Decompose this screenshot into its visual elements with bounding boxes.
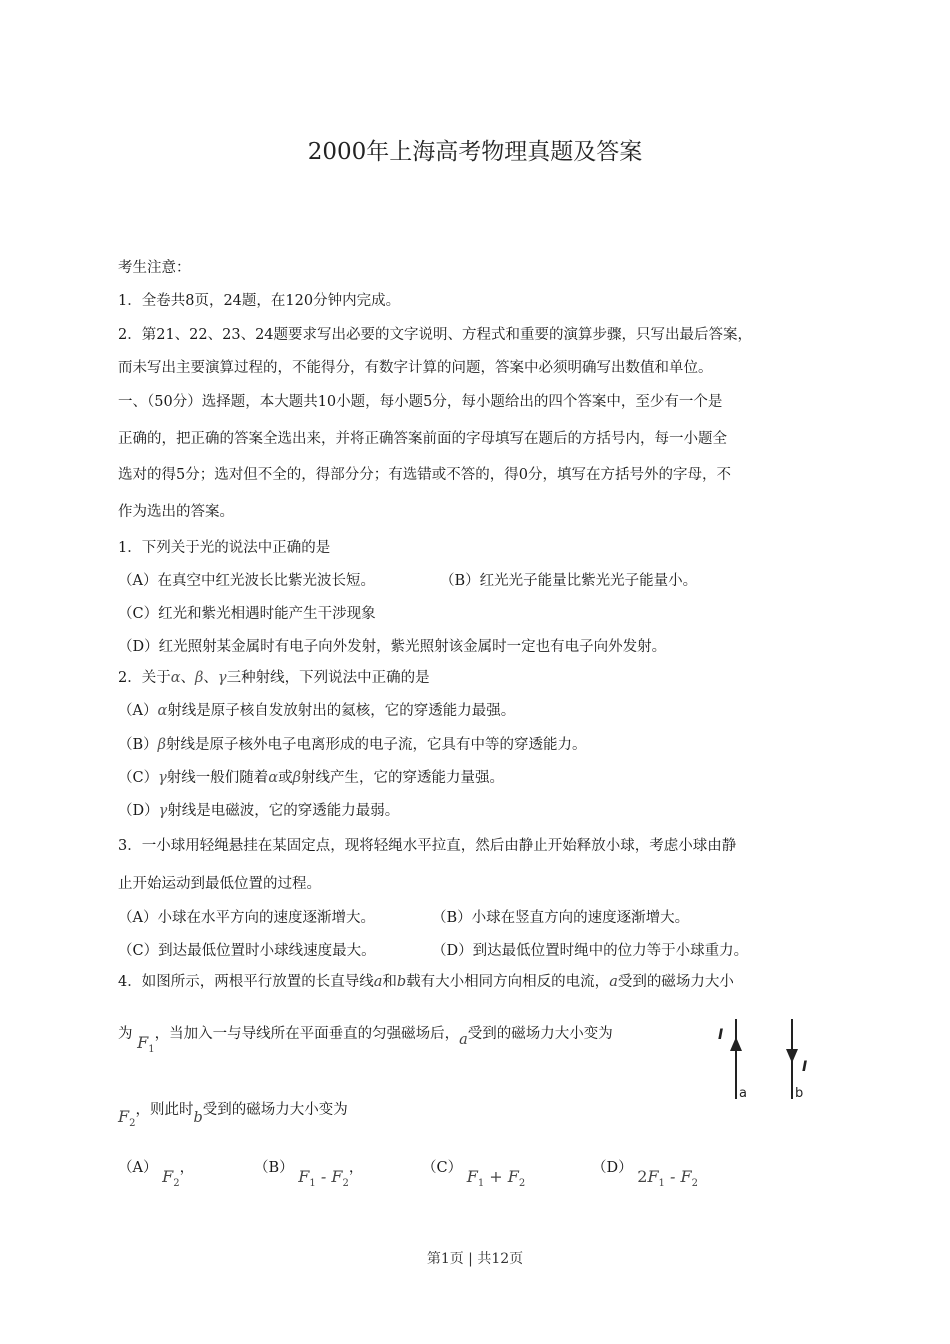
wire-b-var: b bbox=[193, 1110, 203, 1126]
q2-option-a-label: （A） bbox=[118, 703, 158, 719]
subscript: 1 bbox=[658, 1178, 665, 1190]
subscript: 2 bbox=[518, 1178, 526, 1190]
notice-heading: 考生注意： bbox=[118, 260, 191, 276]
q4-stem-1-pre: 4．如图所示，两根平行放置的长直导线 bbox=[118, 974, 374, 990]
q4-stem-1-post: 受到的磁场力大小 bbox=[617, 974, 734, 990]
q2-option-c-label: （C） bbox=[118, 770, 159, 786]
wire-b-arrow bbox=[786, 1049, 798, 1063]
wire-b-var: b bbox=[396, 974, 407, 990]
wire-a-arrow bbox=[730, 1037, 742, 1051]
q1-option-d: （D）红光照射某金属时有电子向外发射，紫光照射该金属时一定也有电子向外发射。 bbox=[118, 639, 667, 655]
q3-stem-line-2: 止开始运动到最低位置的过程。 bbox=[118, 876, 321, 892]
q2-sep-2: 、 bbox=[203, 670, 218, 686]
notice-item-2-line-2: 而未写出主要演算过程的，不能得分，有数字计算的问题，答案中必须明确写出数值和单位。 bbox=[118, 360, 713, 376]
force-symbol: F bbox=[331, 1167, 343, 1186]
q2-option-d-label: （D） bbox=[118, 803, 159, 819]
alpha-symbol: α bbox=[157, 703, 168, 719]
force-symbol: F bbox=[466, 1167, 478, 1186]
q4-option-c bbox=[422, 1156, 526, 1190]
minus-sign: - bbox=[315, 1167, 332, 1186]
q4-comma: ， bbox=[348, 1160, 364, 1176]
subscript: 1 bbox=[477, 1178, 485, 1190]
q4-stem-2-mid: ，当加入一与导线所在平面垂直的匀强磁场后， bbox=[154, 1026, 460, 1042]
q4-option-a bbox=[118, 1156, 195, 1190]
q2-option-c-text-3: 射线产生，它的穿透能力量强。 bbox=[300, 770, 504, 786]
q2-option-d bbox=[118, 799, 399, 820]
wire-a-label: a bbox=[739, 1086, 747, 1101]
q1-stem: 1．下列关于光的说法中正确的是 bbox=[118, 540, 331, 556]
force-symbol: F bbox=[118, 1107, 130, 1126]
gamma-symbol: γ bbox=[217, 670, 227, 686]
section-1-line-1: 一、（50分）选择题，本大题共10小题，每小题5分，每小题给出的四个答案中，至少有一个是 bbox=[118, 394, 723, 410]
q4-stem-line-3 bbox=[118, 1098, 348, 1130]
q4-option-b bbox=[254, 1156, 364, 1190]
current-label-a: I bbox=[718, 1027, 724, 1043]
wire-a-var: a bbox=[373, 974, 383, 990]
subscript: 1 bbox=[309, 1178, 316, 1190]
q4-stem-1-mid: 载有大小相同方向相反的电流， bbox=[406, 974, 610, 990]
subscript: 2 bbox=[691, 1178, 698, 1190]
force-f1 bbox=[137, 1033, 155, 1056]
force-symbol: F bbox=[507, 1167, 519, 1186]
section-1-line-3: 选对的得5分；选对但不全的，得部分分；有选错或不答的，得0分，填写在方括号外的字母，不 bbox=[118, 467, 731, 483]
q2-stem-post: 三种射线，下列说法中正确的是 bbox=[226, 670, 430, 686]
section-1-line-2: 正确的，把正确的答案全选出来，并将正确答案前面的字母填写在题后的方括号内，每一小题全 bbox=[118, 431, 727, 447]
q2-option-c-text-2: 或 bbox=[278, 770, 293, 786]
wire-b-label: b bbox=[795, 1086, 804, 1101]
q4-stem-3-post: 受到的磁场力大小变为 bbox=[202, 1102, 348, 1118]
gamma-symbol: γ bbox=[158, 803, 168, 819]
gamma-symbol: γ bbox=[158, 770, 167, 786]
q4-and: 和 bbox=[382, 974, 397, 990]
subscript: 2 bbox=[342, 1178, 349, 1190]
beta-symbol: β bbox=[292, 770, 301, 786]
q2-option-c bbox=[118, 766, 504, 787]
notice-item-1: 1．全卷共8页，24题，在120分钟内完成。 bbox=[118, 293, 401, 309]
q1-option-b: （B）红光光子能量比紫光光子能量小。 bbox=[440, 573, 698, 589]
q4-option-d-label: （D） bbox=[592, 1160, 633, 1176]
q2-option-d-text: 射线是电磁波，它的穿透能力最弱。 bbox=[167, 803, 400, 819]
q2-option-b-label: （B） bbox=[118, 737, 158, 753]
q2-option-a bbox=[118, 699, 515, 720]
q2-option-c-text-1: 射线一般们随着 bbox=[166, 770, 269, 786]
q4-option-a-label: （A） bbox=[118, 1160, 158, 1176]
force-symbol: F bbox=[162, 1167, 174, 1186]
alpha-symbol: α bbox=[170, 670, 181, 686]
beta-symbol: β bbox=[195, 670, 204, 686]
wire-a-var: a bbox=[609, 974, 618, 990]
q2-option-a-text: 射线是原子核自发放射出的氦核，它的穿透能力最强。 bbox=[167, 703, 516, 719]
plus-sign: + bbox=[484, 1167, 508, 1186]
force-symbol: F bbox=[647, 1167, 659, 1186]
q2-stem-pre: 2．关于 bbox=[118, 670, 171, 686]
q4-option-b-label: （B） bbox=[254, 1160, 294, 1176]
page-footer: 第1页 | 共12页 bbox=[426, 1251, 524, 1267]
q2-sep-1: 、 bbox=[180, 670, 196, 686]
notice-item-2-line-1: 2．第21、22、23、24题要求写出必要的文字说明、方程式和重要的演算步骤，只写出最后答案， bbox=[118, 327, 753, 343]
force-expression bbox=[637, 1167, 698, 1190]
q2-option-b bbox=[118, 733, 587, 754]
alpha-symbol: α bbox=[268, 770, 279, 786]
force-f2 bbox=[162, 1167, 180, 1190]
force-symbol: F bbox=[680, 1167, 692, 1186]
subscript: 1 bbox=[148, 1044, 155, 1056]
q3-option-b: （B）小球在竖直方向的速度逐渐增大。 bbox=[432, 910, 690, 926]
q4-option-c-label: （C） bbox=[422, 1160, 463, 1176]
q4-stem-2-pre: 为 bbox=[118, 1026, 133, 1042]
subscript: 2 bbox=[129, 1118, 136, 1130]
force-expression bbox=[466, 1167, 526, 1190]
beta-symbol: β bbox=[157, 737, 167, 753]
force-expression bbox=[298, 1167, 349, 1190]
force-f2 bbox=[118, 1107, 136, 1130]
q2-option-b-text: 射线是原子核外电子电离形成的电子流，它具有中等的穿透能力。 bbox=[166, 737, 587, 753]
wire-a-var: a bbox=[459, 1032, 468, 1048]
q3-option-d: （D）到达最低位置时绳中的位力等于小球重力。 bbox=[432, 943, 749, 959]
force-symbol: F bbox=[137, 1033, 149, 1052]
q4-stem-line-2 bbox=[118, 1022, 613, 1056]
q4-option-d bbox=[592, 1156, 698, 1190]
q4-stem-line-1 bbox=[118, 970, 734, 991]
page-title: 2000年上海高考物理真题及答案 bbox=[307, 139, 643, 165]
q1-option-c: （C）红光和紫光相遇时能产生干涉现象 bbox=[118, 606, 376, 622]
q3-option-c: （C）到达最低位置时小球线速度最大。 bbox=[118, 943, 376, 959]
q4-comma: ， bbox=[179, 1160, 195, 1176]
force-symbol: F bbox=[298, 1167, 310, 1186]
coefficient: 2 bbox=[637, 1167, 648, 1186]
q3-option-a: （A）小球在水平方向的速度逐渐增大。 bbox=[118, 910, 375, 926]
q1-option-a: （A）在真空中红光波长比紫光波长短。 bbox=[118, 573, 375, 589]
q4-figure bbox=[712, 1015, 822, 1105]
q2-stem bbox=[118, 666, 430, 687]
q4-stem-3-mid: ，则此时 bbox=[135, 1102, 194, 1118]
current-label-b: I bbox=[802, 1059, 808, 1075]
q3-stem-line-1: 3．一小球用轻绳悬挂在某固定点，现将轻绳水平拉直，然后由静止开始释放小球，考虑小球由静 bbox=[118, 838, 737, 854]
minus-sign: - bbox=[664, 1167, 681, 1186]
subscript: 2 bbox=[173, 1178, 180, 1190]
q4-stem-2-post: 受到的磁场力大小变为 bbox=[467, 1026, 613, 1042]
section-1-line-4: 作为选出的答案。 bbox=[118, 504, 234, 520]
